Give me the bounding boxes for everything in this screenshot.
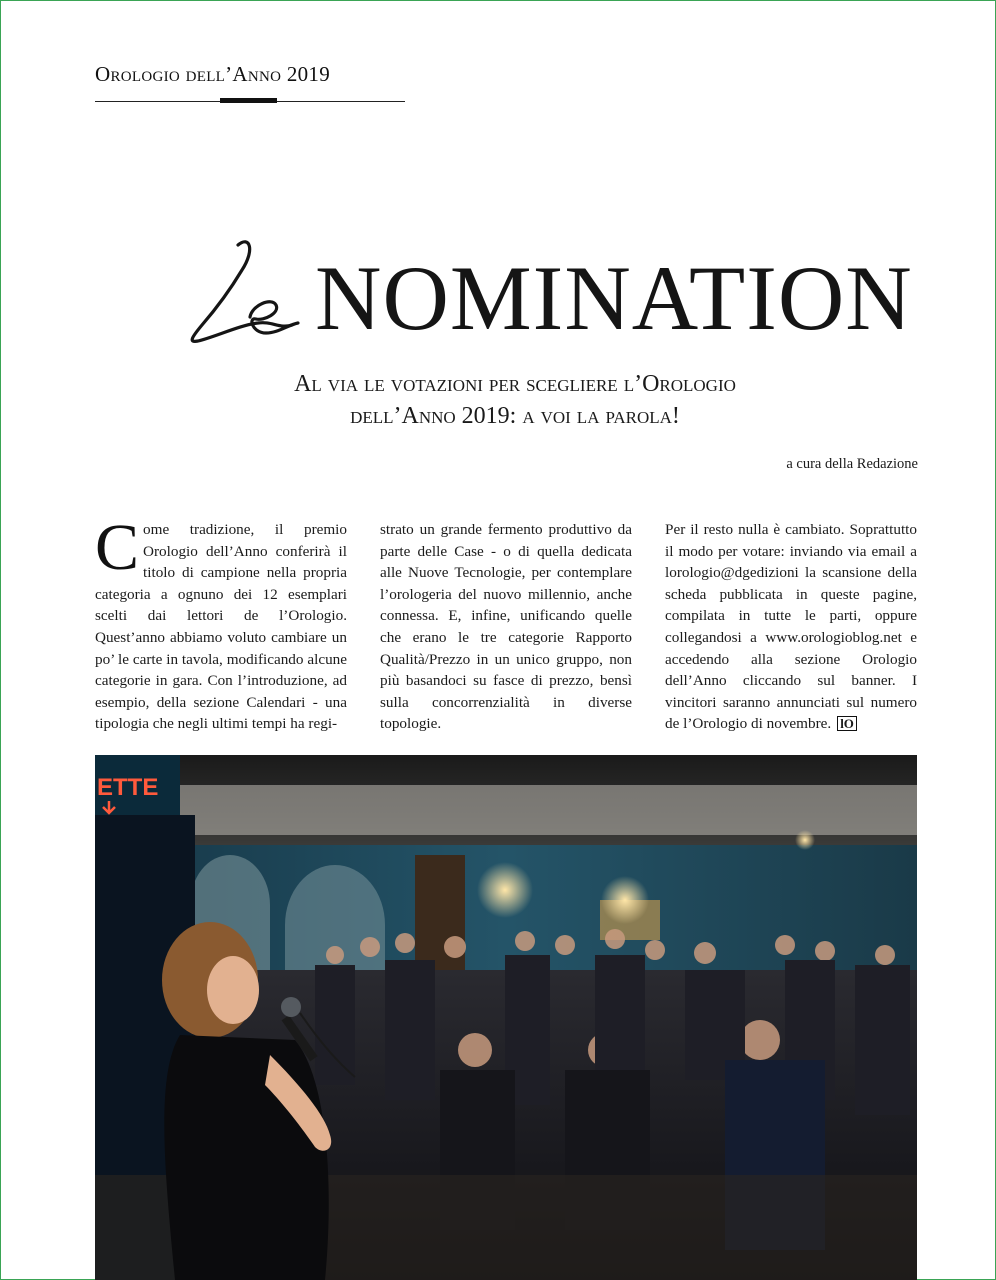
article-column-3 [665,519,917,735]
headline-main: NOMINATION [315,247,913,349]
section-title: Orologio dell’Anno 2019 [95,62,331,86]
article-column-1 [95,511,347,735]
article-text-2: strato un grande fermento produttivo da parte delle Case - o di quella dedicata alle Nuove Tecnologie, per contemplare l’orologeria del nuovo millennio, anche connessa. E, infine, unificando quelle che erano le tre categorie Rapporto Qualità/Prezzo in un unico gruppo, non più basandoci su fasce di prezzo, bensì sulla concorrenzialità in diverse topologie. [380,521,632,733]
drop-cap: C [95,511,140,584]
section-rule-accent [220,98,277,103]
end-of-article-mark: lO [837,716,857,731]
section-header [95,62,407,87]
subtitle-line-1: Al via le votazioni per scegliere l’Orologio [294,371,736,397]
byline: a cura della Redazione [786,456,918,472]
article-text-3: Per il resto nulla è cambiato. Soprattutto il modo per votare: inviando via email a lorologio@dgedizioni la scansione della scheda pubblicata in queste pagine, compilata in tutte le parti, oppure collegandosi a www.orologioblog.net e accedendo alla sezione Orologio dell’Anno cliccando sul banner. I vincitori saranno annunciati sul numero de l’Orologio di novembre. [665,521,917,733]
subtitle [160,368,870,432]
neon-sign-text: ETTE [97,774,159,801]
article-text-1: ome tradizione, il premio Orologio dell’Anno conferirà il titolo di campione nella propria categoria a ognuno dei 12 esemplari scelti dai lettori de l’Orologio. Quest’anno abbiamo voluto cambiare un po’ le carte in tavola, modificando alcune categorie in gara. Con l’introduzione, ad esempio, della sezione Calendari - una tipologia che negli ultimi tempi ha regi- [95,521,347,733]
script-word-le [180,225,320,355]
article-column-2 [380,519,632,735]
event-photo [95,755,917,1280]
subtitle-line-2: dell’Anno 2019: a voi la parola! [350,403,680,429]
headline [180,225,913,355]
